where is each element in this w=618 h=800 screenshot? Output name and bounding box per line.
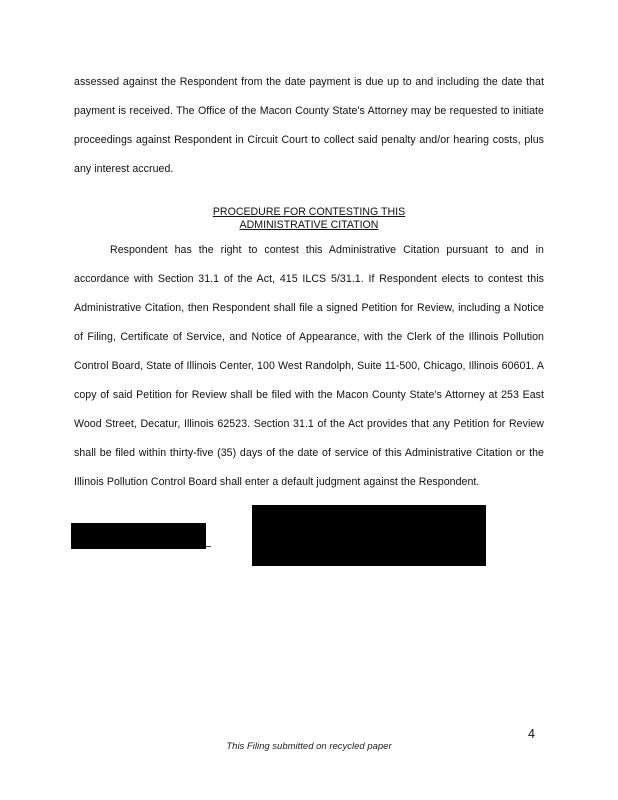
section-heading-line-2: ADMINISTRATIVE CITATION	[239, 219, 379, 231]
page-number: 4	[528, 727, 535, 741]
redaction-block-left	[71, 523, 206, 549]
paragraph-procedure: Respondent has the right to contest this Administrative Citation pursuant to and in accordance with Section 31.1 of the Act, 415 ILCS 5/31.1. If Respondent elects to contest this Administrative Citation, then Respondent shall file a signed Petition for Review, including a Notice of Filing, Certificate of Service, and Notice of Appearance, with the Clerk of the Illinois Pollution Control Board, State of Illinois Center, 100 West Randolph, Suite 11-500, Chicago, Illinois 60601. A copy of said Petition for Review shall be filed with the Macon County State's Attorney at 253 East Wood Street, Decatur, Illinois 62523. Section 31.1 of the Act provides that any Petition for Review shall be filed within thirty-five (35) days of the date of service of this Administrative Citation or the Illinois Pollution Control Board shall enter a default judgment against the Respondent.	[74, 244, 544, 488]
section-heading-line-1: PROCEDURE FOR CONTESTING THIS	[212, 206, 406, 218]
footer-note: This Filing submitted on recycled paper	[226, 741, 392, 752]
paragraph-continued: assessed against the Respondent from the date payment is due up to and including the date that payment is received. The Office of the Macon County State's Attorney may be requested to initiate proceedings against Respondent in Circuit Court to collect said penalty and/or hearing costs, plus any interest accrued.	[74, 76, 544, 175]
redaction-block-right	[252, 505, 486, 566]
section-heading	[74, 206, 544, 232]
